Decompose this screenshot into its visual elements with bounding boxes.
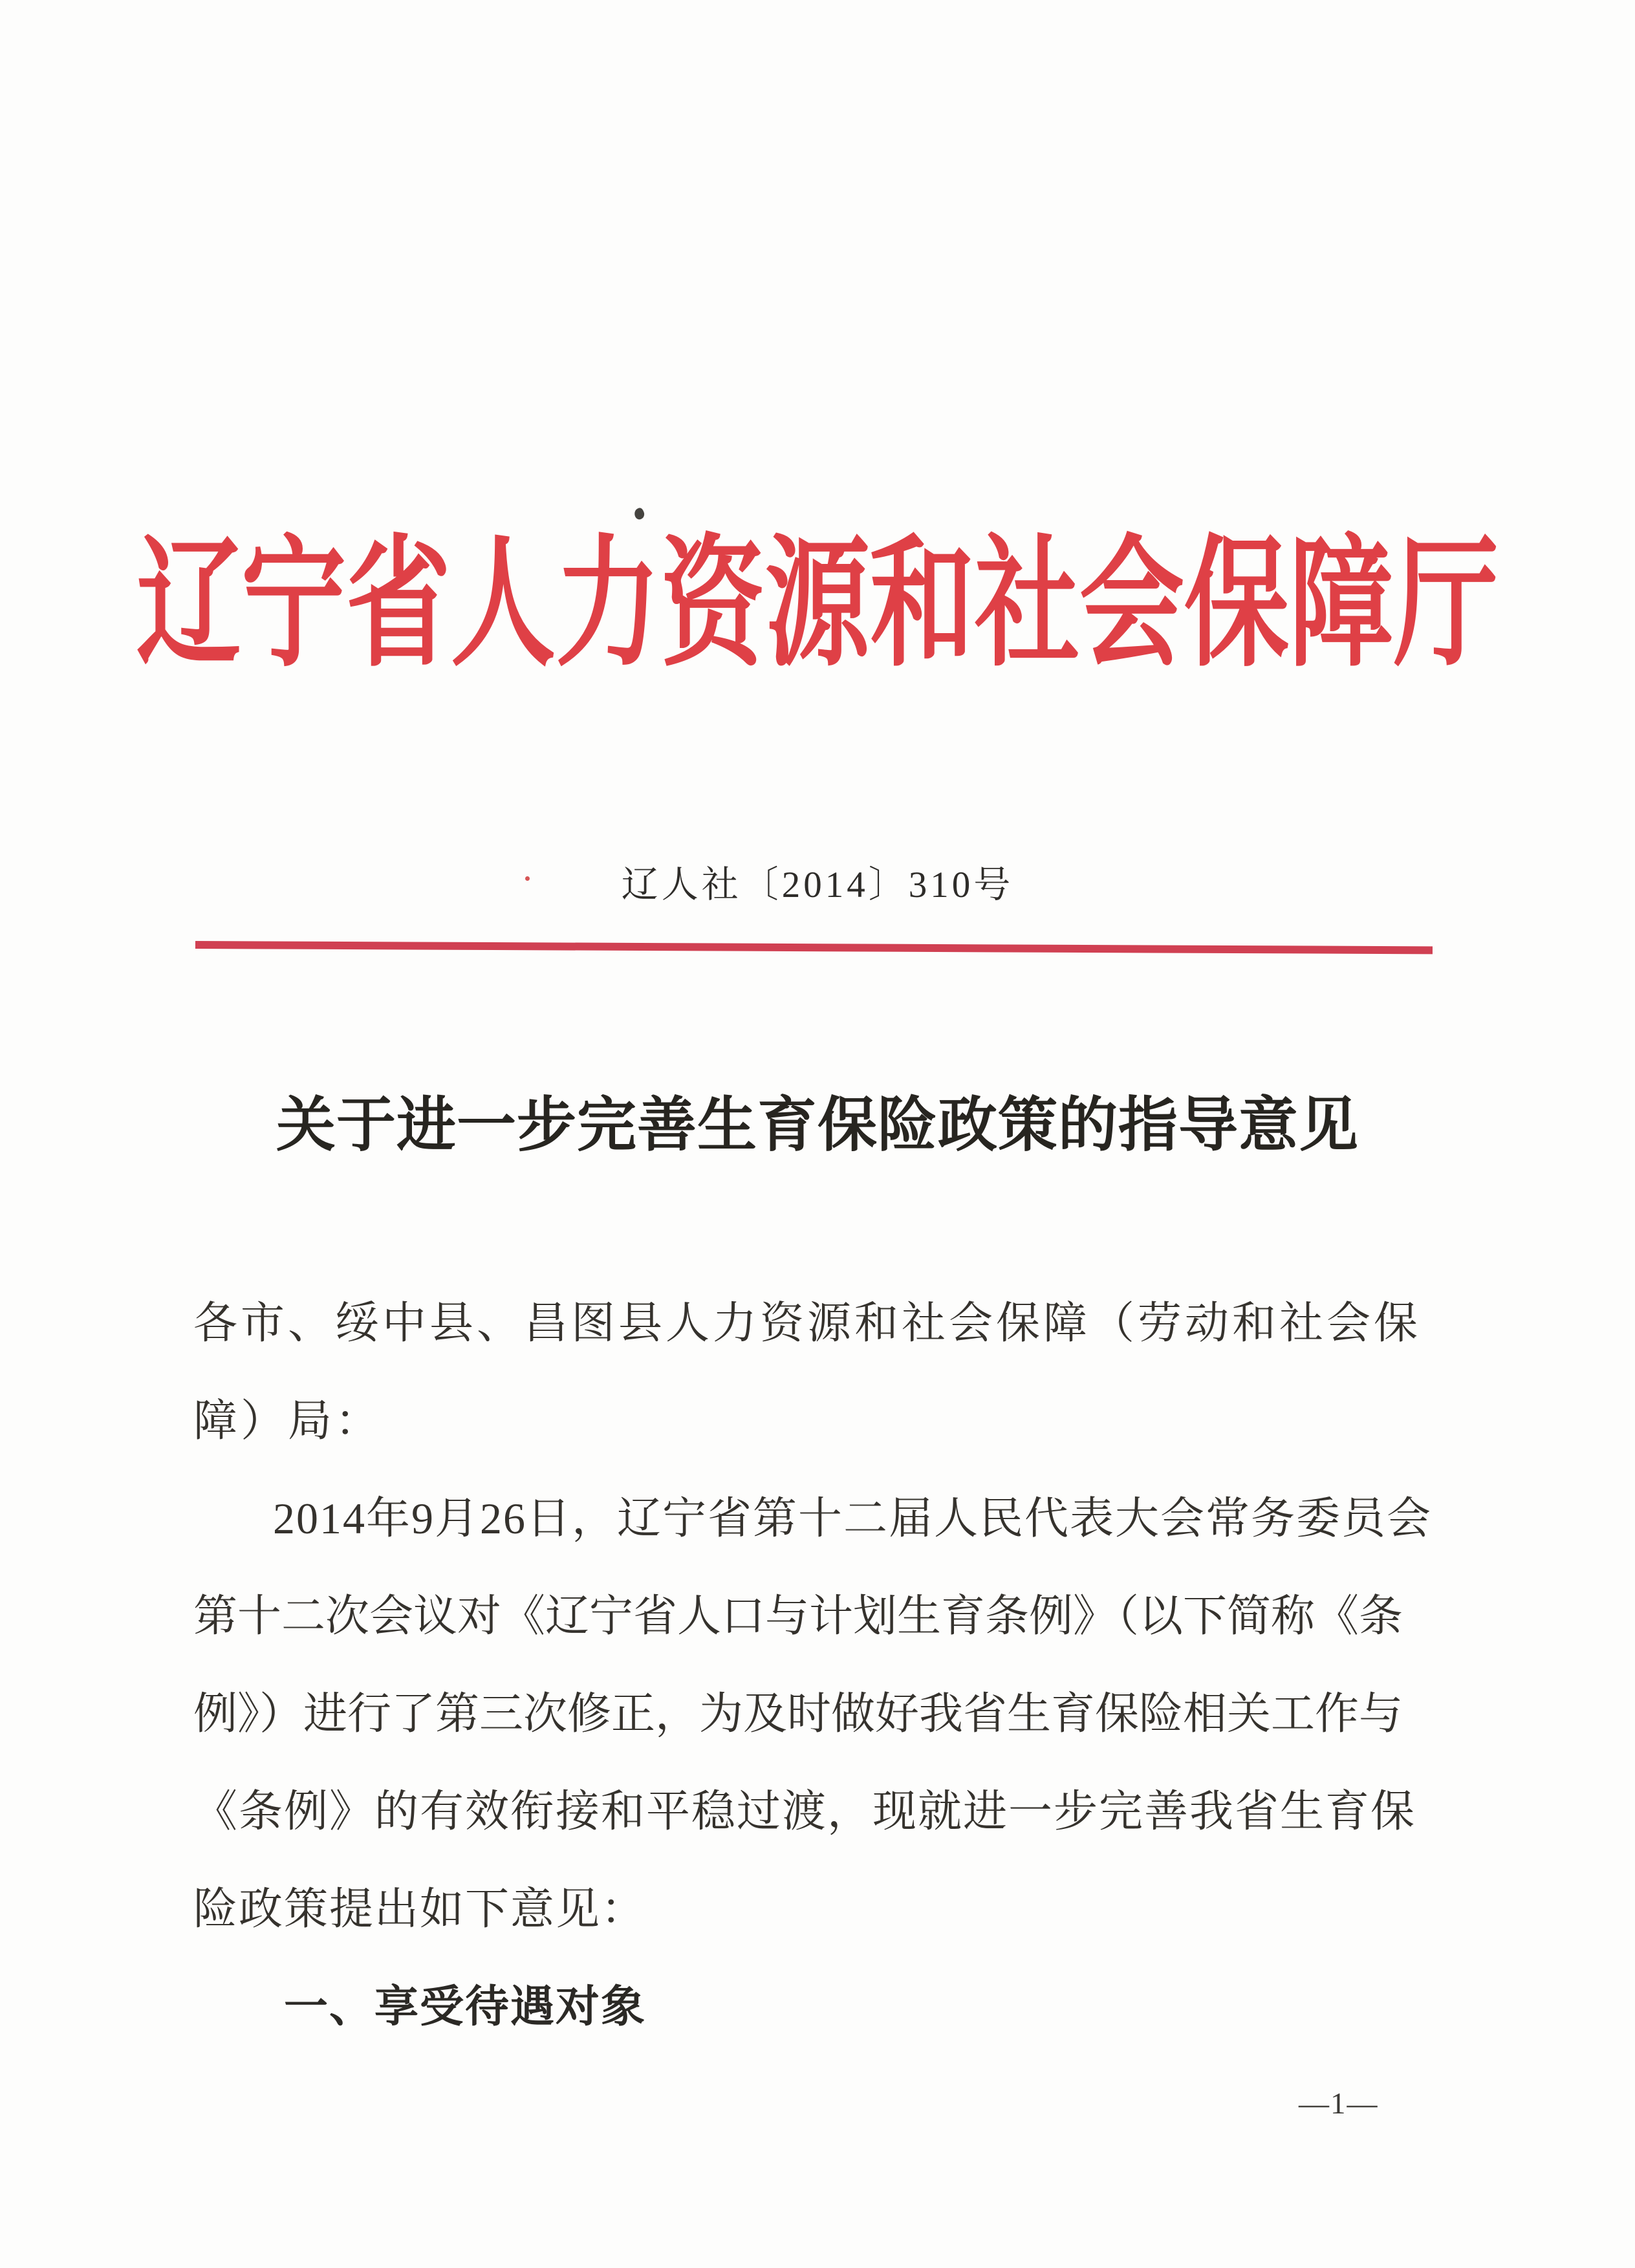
body-line: 2014年9月26日，辽宁省第十二届人民代表大会常务委员会	[273, 1494, 1433, 1543]
body-line: 障）局：	[193, 1396, 383, 1445]
letterhead-agency-title: 辽宁省人力资源和社会保障厅	[136, 527, 1499, 684]
ink-speck-artifact	[633, 507, 646, 521]
body-line: 第十二次会议对《辽宁省人口与计划生育条例》（以下简称《条	[193, 1592, 1403, 1641]
body-section-heading: 一、享受待遇对象	[284, 1982, 647, 2031]
body-line: 险政策提出如下意见：	[193, 1885, 647, 1934]
body-line: 各市、绥中县、昌图县人力资源和社会保障（劳动和社会保	[193, 1299, 1422, 1348]
page-number: —1—	[1299, 2087, 1379, 2121]
document-title: 关于进一步完善生育保险政策的指导意见	[276, 1092, 1359, 1158]
body-line: 《条例》的有效衔接和平稳过渡，现就进一步完善我省生育保	[193, 1787, 1416, 1836]
document-body	[193, 1275, 1433, 2056]
red-divider-line	[195, 941, 1433, 954]
document-reference-number: 辽人社〔2014〕310号	[621, 865, 1014, 905]
body-line: 例》）进行了第三次修正，为及时做好我省生育保险相关工作与	[193, 1689, 1403, 1738]
